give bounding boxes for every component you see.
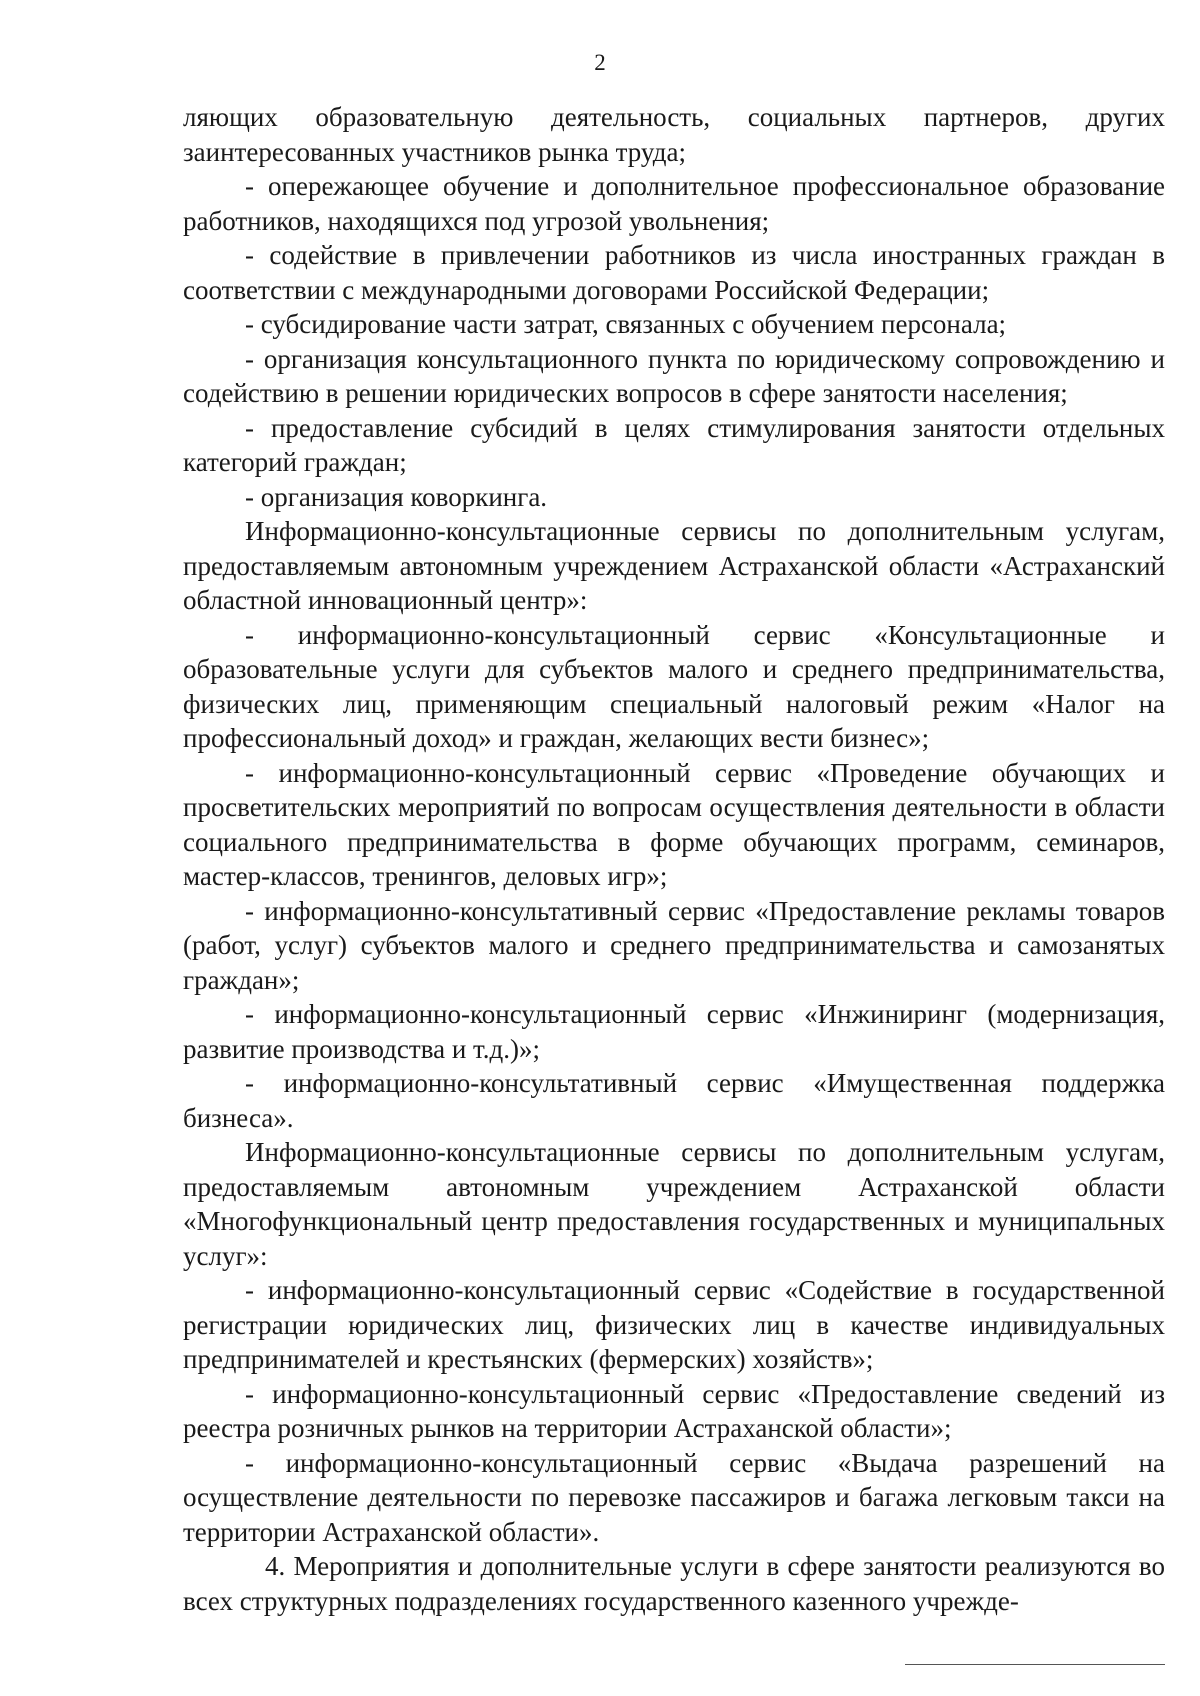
list-item-taxi-permits-service: - информационно-консультационный сервис «Выдача разрешений на осуществление деятельности по перевозке пассажиров и багажа легковым такси на территории Астраханской области». [183, 1447, 1165, 1547]
list-item-advance-training: - опережающее обучение и дополнительное профессиональное образование работников, находящихся под угрозой увольнения; [183, 171, 1165, 236]
list-item-engineering-service: - информационно-консультационный сервис «Инжиниринг (модернизация, развитие производства и т.д.)»; [183, 999, 1165, 1064]
list-item-employment-subsidies: - предоставление субсидий в целях стимулирования занятости отдельных категорий граждан; [183, 412, 1165, 477]
list-item-training-subsidy: - субсидирование части затрат, связанных с обучением персонала; [245, 309, 1007, 339]
list-item-legal-consulting-point: - организация консультационного пункта по юридическому сопровождению и содействию в решении юридических вопросов в сфере занятости населения; [183, 343, 1165, 408]
list-item-consulting-education-service: - информационно-консультационный сервис «Консультационные и образовательные услуги для субъектов малого и среднего предпринимательства, физических лиц, применяющим специальный налоговый режим «Налог на профессиональный доход» и граждан, желающих вести бизнес»; [183, 619, 1165, 753]
list-item-registration-service: - информационно-консультационный сервис «Содействие в государственной регистрации юридических лиц, физических лиц в качестве индивидуальных предпринимателей и крестьянских (фермерских) хозяйств»; [183, 1275, 1165, 1374]
paragraph-innovation-center-services: Информационно-консультационные сервисы по дополнительным услугам, предоставляемым автономным учреждением Астраханской области «Астраханский областной инновационный центр»: [183, 516, 1165, 615]
list-item-markets-registry-service: - информационно-консультационный сервис «Предоставление сведений из реестра розничных рынков на территории Астраханской области»; [183, 1378, 1165, 1443]
page-number: 2 [594, 50, 606, 75]
list-item-foreign-workers: - содействие в привлечении работников из числа иностранных граждан в соответствии с международными договорами Российской Федерации; [183, 240, 1165, 305]
paragraph-continuation: ляющих образовательную деятельность, социальных партнеров, других заинтересованных участников рынка труда; [183, 102, 1165, 167]
list-item-property-support-service: - информационно-консультативный сервис «Имущественная поддержка бизнеса». [183, 1068, 1165, 1133]
footer-rule [905, 1664, 1165, 1665]
paragraph-mfc-services: Информационно-консультационные сервисы по дополнительным услугам, предоставляемым автономным учреждением Астраханской области «Многофункциональный центр предоставления государственных и муниципальных услуг»: [183, 1137, 1165, 1271]
document-body [183, 100, 1165, 1618]
paragraph-section-4: 4. Мероприятия и дополнительные услуги в сфере занятости реализуются во всех структурных подразделениях государственного казенного учрежде- [183, 1551, 1165, 1616]
list-item-training-events-service: - информационно-консультационный сервис «Проведение обучающих и просветительских мероприятий по вопросам осуществления деятельности в области социального предпринимательства в форме обучающих программ, семинаров, мастер-классов, тренингов, деловых игр»; [183, 757, 1165, 891]
list-item-coworking: - организация коворкинга. [245, 481, 548, 512]
list-item-advertising-service: - информационно-консультативный сервис «Предоставление рекламы товаров (работ, услуг) субъектов малого и среднего предпринимательства и самозанятых граждан»; [183, 895, 1165, 995]
